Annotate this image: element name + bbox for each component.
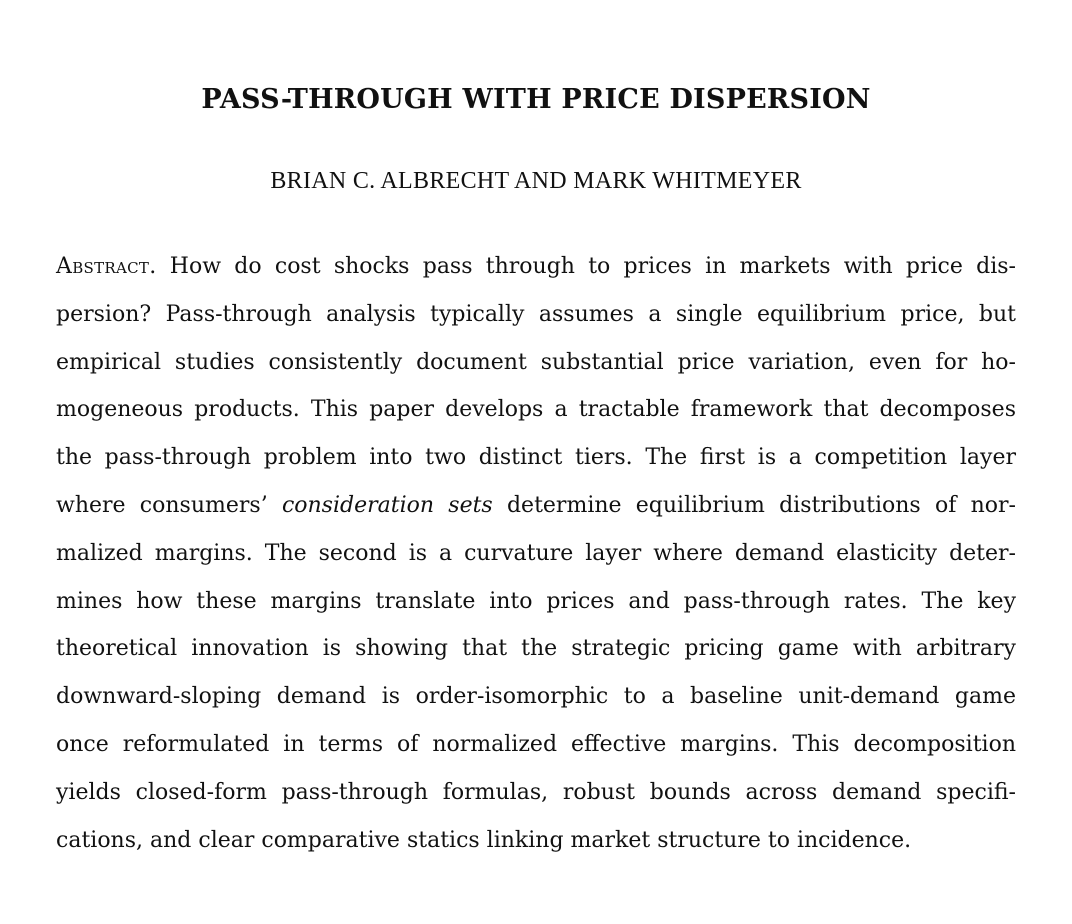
abstract-text: downward-sloping demand is order-isomorphic to a baseline unit-demand game xyxy=(56,684,1016,710)
abstract-line xyxy=(56,291,1016,339)
abstract-label: Abstract. xyxy=(56,254,157,279)
abstract-text: where consumers’ xyxy=(56,492,282,518)
paper-authors: BRIAN C. ALBRECHT AND MARK WHITMEYER xyxy=(270,168,802,194)
abstract-line xyxy=(56,817,1016,865)
abstract-text: once reformulated in terms of normalized effective margins. This decomposition xyxy=(56,731,1016,757)
abstract-line xyxy=(56,434,1016,482)
abstract-line xyxy=(56,339,1016,387)
paper-title: PASS-THROUGH WITH PRICE DISPERSION xyxy=(201,84,871,115)
abstract-line xyxy=(56,578,1016,626)
abstract-text: How do cost shocks pass through to prices in markets with price dis- xyxy=(169,254,1016,279)
abstract-text: theoretical innovation is showing that the strategic pricing game with arbitrary xyxy=(56,636,1016,662)
abstract-text: determine equilibrium distributions of nor- xyxy=(492,492,1016,518)
abstract-line xyxy=(56,482,1016,530)
abstract-text: empirical studies consistently document substantial price variation, even for ho- xyxy=(56,349,1016,375)
abstract-line xyxy=(56,530,1016,578)
abstract-line xyxy=(56,386,1016,434)
abstract-text: mines how these margins translate into prices and pass-through rates. The key xyxy=(56,588,1016,614)
abstract-line xyxy=(56,769,1016,817)
abstract-line xyxy=(56,625,1016,673)
abstract-text: yields closed-form pass-through formulas, robust bounds across demand specifi- xyxy=(56,779,1016,805)
abstract-text: the pass-through problem into two distinct tiers. The first is a competition layer xyxy=(56,445,1016,471)
abstract-text: cations, and clear comparative statics linking market structure to incidence. xyxy=(56,827,912,853)
abstract-line xyxy=(56,721,1016,769)
abstract-line xyxy=(56,243,1016,291)
abstract-text: mogeneous products. This paper develops a tractable framework that decomposes xyxy=(56,397,1016,423)
abstract-text: malized margins. The second is a curvature layer where demand elasticity deter- xyxy=(56,540,1016,566)
abstract-emphasis: consideration sets xyxy=(281,492,493,518)
abstract xyxy=(56,243,1016,864)
abstract-line xyxy=(56,673,1016,721)
abstract-text: persion? Pass-through analysis typically assumes a single equilibrium price, but xyxy=(56,301,1016,327)
